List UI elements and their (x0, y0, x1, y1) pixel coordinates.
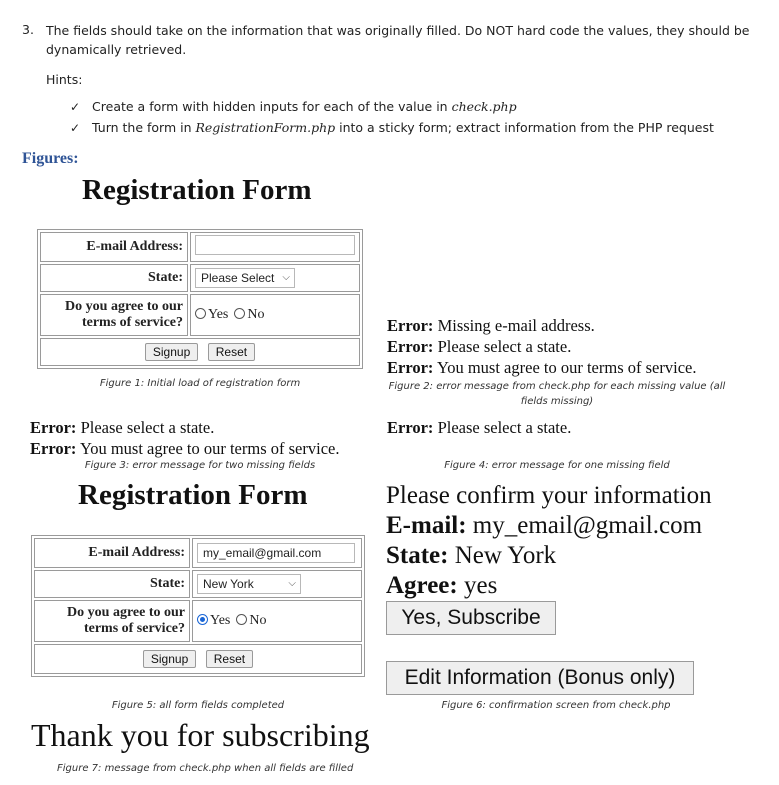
yes-label: Yes (210, 613, 231, 628)
state-select[interactable] (195, 268, 295, 288)
error-line (387, 315, 696, 336)
error-text: Please select a state. (433, 337, 572, 356)
terms-label-line-1: Do you agree to our (67, 605, 185, 620)
item-number: 3. (22, 22, 34, 37)
error-text: Missing e-mail address. (433, 316, 595, 335)
signup-button[interactable]: Signup (143, 650, 196, 668)
confirm-agree-value: yes (457, 572, 498, 599)
error-prefix: Error: (387, 337, 434, 356)
figure2-caption (387, 379, 727, 409)
figure4-caption: Figure 4: error message for one missing field (444, 460, 670, 471)
confirm-state-label: State: (386, 542, 449, 569)
email-label: E-mail Address: (40, 232, 188, 262)
email-cell (190, 232, 360, 262)
error-line (387, 417, 571, 438)
error-prefix: Error: (387, 316, 434, 335)
confirm-agree (386, 571, 712, 601)
no-radio[interactable] (234, 308, 245, 319)
reset-button[interactable]: Reset (206, 650, 253, 668)
figure1-caption: Figure 1: Initial load of registration form (99, 378, 301, 389)
subscribe-button[interactable]: Yes, Subscribe (386, 601, 556, 635)
terms-label (40, 294, 188, 336)
confirm-state (386, 541, 712, 571)
figure1-title: Registration Form (82, 174, 312, 206)
figure5-title: Registration Form (78, 479, 308, 511)
error-prefix: Error: (30, 439, 77, 458)
error-prefix: Error: (387, 358, 434, 377)
edit-information-button[interactable]: Edit Information (Bonus only) (386, 661, 694, 695)
terms-label-line-1: Do you agree to our (65, 299, 183, 314)
hint-2 (70, 120, 714, 135)
figure1-form (37, 229, 363, 369)
figure5-caption: Figure 5: all form fields completed (111, 700, 285, 711)
state-label: State: (40, 264, 188, 292)
confirm-heading: Please confirm your information (386, 482, 712, 509)
figure5-form (31, 535, 365, 677)
no-label: No (247, 307, 265, 322)
error-line (387, 357, 696, 378)
figure2-caption-line-2: fields missing) (520, 396, 594, 407)
email-label: E-mail Address: (34, 538, 190, 568)
figure7-caption: Figure 7: message from check.php when all fields are filled (57, 763, 354, 774)
state-label: State: (34, 570, 190, 598)
error-prefix: Error: (387, 418, 434, 437)
chevron-down-icon: ⌵ (282, 272, 290, 283)
yes-radio[interactable] (197, 614, 208, 625)
terms-cell (190, 294, 360, 336)
item-text (46, 21, 766, 59)
hint-1-file: check.php (451, 99, 517, 114)
hint-2-text: Turn the form in (92, 120, 196, 135)
error-text: Please select a state. (76, 418, 215, 437)
yes-radio[interactable] (195, 308, 206, 319)
signup-button[interactable]: Signup (145, 343, 198, 361)
hints-label: Hints: (46, 72, 83, 87)
confirm-state-value: New York (448, 542, 557, 569)
error-line (30, 417, 339, 438)
figure2-errors (387, 315, 696, 378)
item-text-line-1: The fields should take on the information that was originally filled. Do NOT hard code the values, they should be (46, 23, 750, 38)
figure3-caption: Figure 3: error message for two missing fields (84, 460, 316, 471)
error-line (30, 438, 339, 459)
figure3-errors (30, 417, 339, 459)
checkmark-icon: ✓ (70, 100, 81, 114)
item-text-line-2: dynamically retrieved. (46, 42, 187, 57)
figure6-caption: Figure 6: confirmation screen from check.php (441, 700, 671, 711)
state-cell (192, 570, 362, 598)
hint-1 (70, 99, 517, 114)
chevron-down-icon: ⌵ (288, 578, 296, 589)
hint-1-text: Create a form with hidden inputs for each of the value in (92, 99, 452, 114)
state-select[interactable] (197, 574, 301, 594)
terms-label (34, 600, 190, 642)
confirm-agree-label: Agree: (386, 572, 458, 599)
confirm-email-value: my_email@gmail.com (466, 512, 703, 539)
figure6-confirmation (386, 481, 712, 601)
terms-label-line-2: terms of service? (81, 315, 183, 330)
reset-button[interactable]: Reset (208, 343, 255, 361)
confirm-email-label: E-mail: (386, 512, 467, 539)
no-label: No (249, 613, 267, 628)
state-select-value: New York (203, 577, 254, 591)
error-prefix: Error: (30, 418, 77, 437)
checkmark-icon: ✓ (70, 121, 81, 135)
state-cell (190, 264, 360, 292)
email-input[interactable]: my_email@gmail.com (197, 543, 355, 563)
no-radio[interactable] (236, 614, 247, 625)
yes-label: Yes (208, 307, 229, 322)
terms-label-line-2: terms of service? (83, 621, 185, 636)
terms-cell (192, 600, 362, 642)
error-line (387, 336, 696, 357)
hint-2-suffix: into a sticky form; extract information from the PHP request (335, 120, 714, 135)
figure2-caption-line-1: Figure 2: error message from check.php for each missing value (all (388, 381, 726, 392)
confirm-email (386, 511, 712, 541)
figures-label: Figures: (22, 150, 79, 167)
hint-2-file: RegistrationForm.php (195, 120, 336, 135)
buttons-cell (34, 644, 362, 674)
email-cell (192, 538, 362, 568)
email-input[interactable] (195, 235, 355, 255)
figure4-errors (387, 417, 571, 438)
buttons-cell (40, 338, 360, 366)
thank-you-message: Thank you for subscribing (31, 717, 370, 753)
error-text: You must agree to our terms of service. (76, 439, 340, 458)
state-select-value: Please Select (201, 271, 275, 285)
error-text: You must agree to our terms of service. (433, 358, 697, 377)
error-text: Please select a state. (433, 418, 572, 437)
